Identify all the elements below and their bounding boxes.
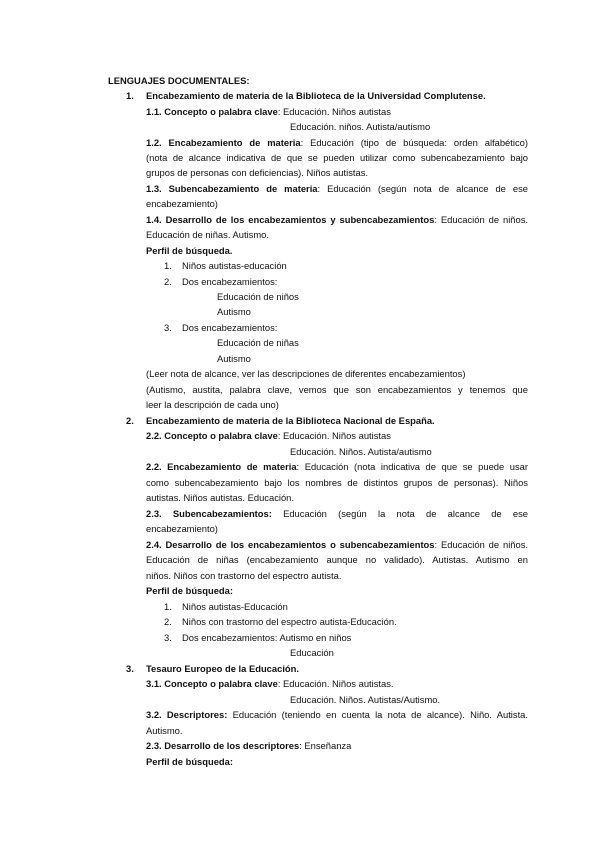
s2-item-1-num: 1. [164, 601, 172, 612]
s3-descriptors: 3.2. Descriptores: Educación (teniendo en cuenta la nota de alcance). Niño. Autista. [146, 709, 529, 720]
s1-item-3-b: Autismo [217, 353, 251, 364]
s1-item-2: Dos encabezamientos: [182, 276, 278, 287]
s3-concept-line: 3.1. Concepto o palabra clave: Educación. Niños autistas. [146, 678, 394, 689]
s1-item-2-a: Educación de niños [217, 291, 299, 302]
s1-note-1: (Leer nota de alcance, ver las descripciones de diferentes encabezamientos) [146, 368, 466, 379]
page-title: LENGUAJES DOCUMENTALES: [108, 75, 250, 86]
section-3-number: 3. [126, 663, 134, 674]
s3-descriptors-l2: Autismo. [146, 725, 183, 736]
s1-note-2-l2: leer la descripción de cada uno) [146, 399, 279, 410]
section-2-heading: Encabezamiento de materia de la Biblioteca Nacional de España. [146, 415, 435, 426]
s1-item-1: Niños autistas-educación [182, 260, 287, 271]
section-3-heading: Tesauro Europeo de la Educación. [146, 663, 299, 674]
s1-search-profile: Perfil de búsqueda. [146, 245, 233, 256]
section-1-number: 1. [126, 90, 134, 101]
s2-item-2-num: 2. [164, 616, 172, 627]
s1-item-3-a: Educación de niñas [217, 337, 299, 348]
s3-search-profile: Perfil de búsqueda: [146, 756, 233, 767]
s1-item-2-num: 2. [164, 276, 172, 287]
s2-development: 2.4. Desarrollo de los encabezamientos o subencabezamientos: Educación de niños. [146, 539, 528, 550]
s1-heading-materia-l2: (nota de alcance indicativa de que se pueden utilizar como subencabezamiento bajo [146, 152, 528, 163]
s2-search-profile: Perfil de búsqueda: [146, 585, 233, 596]
s1-heading-materia-l3: grupos de personas con deficiencias). Niños autistas. [146, 167, 368, 178]
s2-concept-line: 2.2. Concepto o palabra clave: Educación. Niños autistas [146, 430, 391, 441]
s1-item-3: Dos encabezamientos: [182, 322, 278, 333]
s2-item-2: Niños con trastorno del espectro autista-Educación. [182, 616, 397, 627]
s1-concept-cont: Educación. niños. Autista/autismo [290, 121, 431, 132]
s1-heading-materia: 1.2. Encabezamiento de materia: Educación (tipo de búsqueda: orden alfabético) [146, 137, 528, 148]
s1-item-3-num: 3. [164, 322, 172, 333]
s1-item-1-num: 1. [164, 260, 172, 271]
s2-heading-materia-l3: autistas. Niños autistas. Educación. [146, 492, 294, 503]
s2-subheadings-l2: encabezamiento) [146, 523, 218, 534]
s3-development: 2.3. Desarrollo de los descriptores: Enseñanza [146, 740, 352, 751]
s2-subheadings: 2.3. Subencabezamientos: Educación (según la nota de alcance de ese [146, 508, 528, 519]
s1-development: 1.4. Desarrollo de los encabezamientos y subencabezamientos: Educación de niños. [146, 214, 528, 225]
s1-note-2: (Autismo, austita, palabra clave, vemos que son encabezamientos y tenemos que [146, 384, 528, 395]
s2-item-1: Niños autistas-Educación [182, 601, 288, 612]
section-2-number: 2. [126, 415, 134, 426]
s1-item-2-b: Autismo [217, 306, 251, 317]
s2-heading-materia: 2.2. Encabezamiento de materia: Educación (nota indicativa de que se puede usar [146, 461, 528, 472]
s2-item-3: Dos encabezamientos: Autismo en niños [182, 632, 352, 643]
s2-concept-cont: Educación. Niños. Autista/autismo [290, 446, 432, 457]
s2-item-3-num: 3. [164, 632, 172, 643]
s3-concept-cont: Educación. Niños. Autistas/Autismo. [290, 694, 441, 705]
s1-subheading: 1.3. Subencabezamiento de materia: Educación (según nota de alcance de ese [146, 183, 528, 194]
s2-development-l3: niños. Niños con trastorno del espectro autista. [146, 570, 342, 581]
section-1-heading: Encabezamiento de materia de la Biblioteca de la Universidad Complutense. [146, 90, 486, 101]
s2-development-l2: Educación de niñas (encabezamiento aunque no validado). Autistas. Autismo en [146, 554, 528, 565]
s1-development-l2: Educación de niñas. Autismo. [146, 229, 269, 240]
s2-item-3-cont: Educación [290, 647, 334, 658]
s1-subheading-l2: encabezamiento) [146, 198, 218, 209]
s1-concept-line: 1.1. Concepto o palabra clave: Educación. Niños autistas [146, 106, 391, 117]
s2-heading-materia-l2: como subencabezamiento bajo los nombres de distintos grupos de personas). Niños [146, 477, 528, 488]
